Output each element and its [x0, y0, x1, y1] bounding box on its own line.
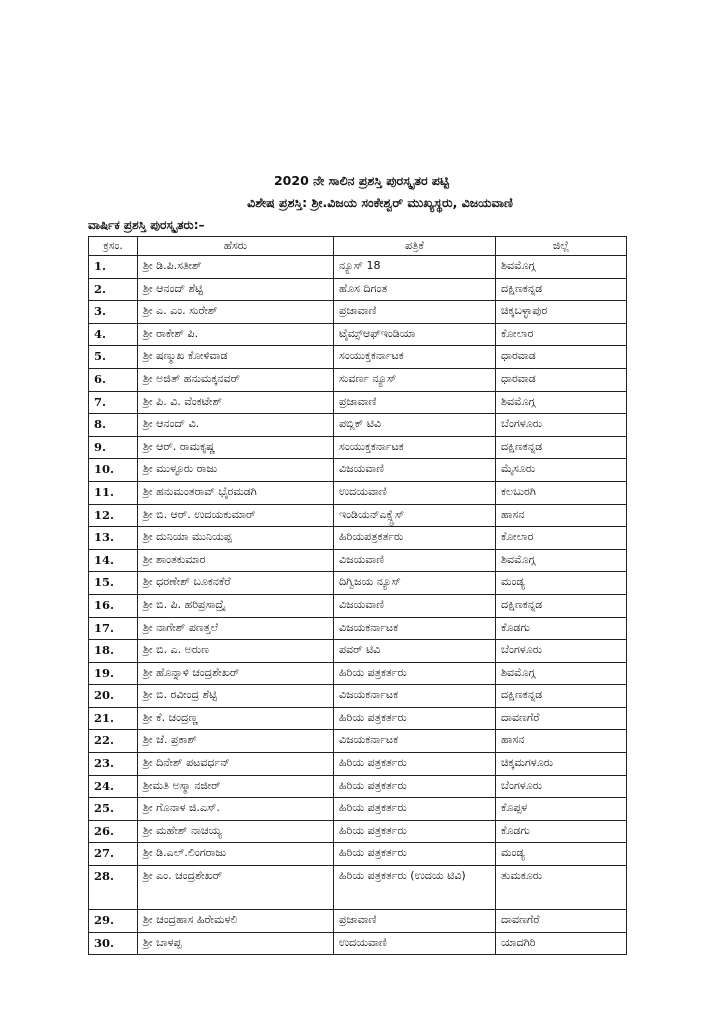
- table-row: [89, 753, 627, 776]
- header-paper: ಪತ್ರಿಕೆ: [334, 237, 496, 256]
- paper-cell: ವಿಜಯಕರ್ನಾಟಕ: [334, 617, 496, 640]
- table-row: [89, 527, 627, 550]
- district-cell: ಬೆಂಗಳೂರು: [496, 640, 627, 663]
- awardees-table: [88, 236, 627, 955]
- paper-cell: ಪ್ರಜಾವಾಣಿ: [334, 391, 496, 414]
- serial-cell: 20.: [89, 685, 138, 708]
- table-row: [89, 301, 627, 324]
- paper-cell: ಪವರ್ ಟಿವಿ: [334, 640, 496, 663]
- serial-cell: 18.: [89, 640, 138, 663]
- district-cell: ಬೆಂಗಳೂರು: [496, 775, 627, 798]
- district-cell: ಶಿವಮೊಗ್ಗ: [496, 662, 627, 685]
- district-cell: ತುಮಕೂರು: [496, 866, 627, 910]
- table-row: [89, 572, 627, 595]
- table-row: [89, 707, 627, 730]
- name-cell: ಶ್ರೀ ಮುಳ್ಳೂರು ರಾಜು: [138, 459, 334, 482]
- paper-cell: ಇಂಡಿಯನ್ಎಕ್ಸ್ಪ್ರೆಸ್: [334, 504, 496, 527]
- table-row: [89, 594, 627, 617]
- serial-cell: 15.: [89, 572, 138, 595]
- paper-cell: ಪ್ರಜಾವಾಣಿ: [334, 910, 496, 933]
- district-cell: ಶಿವಮೊಗ್ಗ: [496, 256, 627, 279]
- paper-cell: ಹೊಸ ದಿಗಂತ: [334, 278, 496, 301]
- paper-cell: ಹಿರಿಯ ಪತ್ರಕರ್ತರು: [334, 820, 496, 843]
- paper-cell: ನ್ಯೂಸ್ 18: [334, 256, 496, 279]
- serial-cell: 25.: [89, 798, 138, 821]
- serial-cell: 27.: [89, 843, 138, 866]
- district-cell: ಮಂಡ್ಯ: [496, 572, 627, 595]
- name-cell: ಶ್ರೀ ಷಣ್ಮುಖ ಕೋಳಿವಾಡ: [138, 346, 334, 369]
- serial-cell: 11.: [89, 481, 138, 504]
- paper-cell: ವಿಜಯವಾಣಿ: [334, 459, 496, 482]
- district-cell: ಧಾರವಾಡ: [496, 368, 627, 391]
- table-body: [89, 256, 627, 955]
- table-row: [89, 932, 627, 955]
- name-cell: ಶ್ರೀ ಬಿ. ರವೀಂದ್ರ ಶೆಟ್ಟಿ: [138, 685, 334, 708]
- serial-cell: 29.: [89, 910, 138, 933]
- district-cell: ದಕ್ಷಿಣಕನ್ನಡ: [496, 278, 627, 301]
- table-header-row: [89, 237, 627, 256]
- paper-cell: ಟೈಮ್ಸ್ಆಫ್ಇಂಡಿಯಾ: [334, 323, 496, 346]
- table-row: [89, 504, 627, 527]
- name-cell: ಶ್ರೀ ಆರ್. ರಾಮಕೃಷ್ಣ: [138, 436, 334, 459]
- district-cell: ಕೊಡಗು: [496, 617, 627, 640]
- district-cell: ಚಿಕ್ಕಮಗಳೂರು: [496, 753, 627, 776]
- serial-cell: 16.: [89, 594, 138, 617]
- serial-cell: 10.: [89, 459, 138, 482]
- serial-cell: 13.: [89, 527, 138, 550]
- paper-cell: ಹಿರಿಯಪತ್ರಕರ್ತರು: [334, 527, 496, 550]
- serial-cell: 30.: [89, 932, 138, 955]
- district-cell: ಶಿವಮೊಗ್ಗ: [496, 549, 627, 572]
- table-row: [89, 775, 627, 798]
- paper-cell: ವಿಜಯಕರ್ನಾಟಕ: [334, 730, 496, 753]
- name-cell: ಶ್ರೀ ಜೆ. ಪ್ರಕಾಶ್: [138, 730, 334, 753]
- paper-cell: ಉದಯವಾಣಿ: [334, 481, 496, 504]
- table-row: [89, 481, 627, 504]
- header-district: ಜಿಲ್ಲೆ: [496, 237, 627, 256]
- table-row: [89, 685, 627, 708]
- name-cell: ಶ್ರೀ ಬಿ. ಪಿ. ಹರಿಪ್ರಸಾದ್ರೈ: [138, 594, 334, 617]
- table-row: [89, 617, 627, 640]
- name-cell: ಶ್ರೀ ಮಹೇಶ್ ನಾಚಯ್ಯ: [138, 820, 334, 843]
- name-cell: ಶ್ರೀ ದುನಿಯಾ ಮುನಿಯಪ್ಪ: [138, 527, 334, 550]
- table-row: [89, 866, 627, 910]
- table-row: [89, 820, 627, 843]
- table-row: [89, 640, 627, 663]
- district-cell: ಹಾಸನ: [496, 504, 627, 527]
- name-cell: ಶ್ರೀಮತಿ ಅಸ್ಮಾ ನಜೀರ್: [138, 775, 334, 798]
- paper-cell: ಉದಯವಾಣಿ: [334, 932, 496, 955]
- name-cell: ಶ್ರೀ ಅಜಿತ್ ಹನುಮಕ್ಕನವರ್: [138, 368, 334, 391]
- district-cell: ದಕ್ಷಿಣಕನ್ನಡ: [496, 685, 627, 708]
- paper-cell: ದಿಗ್ವಿಜಯ ನ್ಯೂಸ್: [334, 572, 496, 595]
- serial-cell: 7.: [89, 391, 138, 414]
- district-cell: ದಕ್ಷಿಣಕನ್ನಡ: [496, 594, 627, 617]
- serial-cell: 26.: [89, 820, 138, 843]
- district-cell: ಕೋಲಾರ: [496, 527, 627, 550]
- paper-cell: ಪ್ರಜಾವಾಣಿ: [334, 301, 496, 324]
- name-cell: ಶ್ರೀ ಡಿ.ಎಲ್.ಲಿಂಗರಾಜು: [138, 843, 334, 866]
- name-cell: ಶ್ರೀ ಎ. ಎಂ. ಸುರೇಶ್: [138, 301, 334, 324]
- name-cell: ಶ್ರೀ ರಾಕೇಶ್ ಪಿ.: [138, 323, 334, 346]
- district-cell: ಬೆಂಗಳೂರು: [496, 414, 627, 437]
- serial-cell: 17.: [89, 617, 138, 640]
- serial-cell: 4.: [89, 323, 138, 346]
- paper-cell: ಪಬ್ಲಿಕ್ ಟಿವಿ: [334, 414, 496, 437]
- name-cell: ಶ್ರೀ ಹನುಮಂತರಾವ್ ಭೈರಮಡಗಿ: [138, 481, 334, 504]
- paper-cell: ಸುವರ್ಣ ನ್ಯೂಸ್: [334, 368, 496, 391]
- serial-cell: 23.: [89, 753, 138, 776]
- district-cell: ದಾವಣಗೆರೆ: [496, 910, 627, 933]
- district-cell: ಹಾಸನ: [496, 730, 627, 753]
- table-row: [89, 459, 627, 482]
- district-cell: ಕಲಬುರಗಿ: [496, 481, 627, 504]
- paper-cell: ಹಿರಿಯ ಪತ್ರಕರ್ತರು: [334, 662, 496, 685]
- table-row: [89, 730, 627, 753]
- paper-cell: ಸಂಯುಕ್ತಕರ್ನಾಟಕ: [334, 346, 496, 369]
- name-cell: ಶ್ರೀ ಬಾಳಪ್ಪ: [138, 932, 334, 955]
- serial-cell: 2.: [89, 278, 138, 301]
- table-row: [89, 414, 627, 437]
- name-cell: ಶ್ರೀ ಹೊನ್ನಾಳಿ ಚಂದ್ರಶೇಖರ್: [138, 662, 334, 685]
- document-title: 2020 ನೇ ಸಾಲಿನ ಪ್ರಶಸ್ತಿ ಪುರಸ್ಕೃತರ ಪಟ್ಟಿ: [273, 173, 450, 188]
- paper-cell: ಹಿರಿಯ ಪತ್ರಕರ್ತರು: [334, 843, 496, 866]
- name-cell: ಶ್ರೀ ನಾಗೇಶ್ ಪಣತ್ತಲೆ: [138, 617, 334, 640]
- table-row: [89, 256, 627, 279]
- district-cell: ಮಂಡ್ಯ: [496, 843, 627, 866]
- serial-cell: 5.: [89, 346, 138, 369]
- serial-cell: 3.: [89, 301, 138, 324]
- serial-cell: 1.: [89, 256, 138, 279]
- paper-cell: ಹಿರಿಯ ಪತ್ರಕರ್ತರು: [334, 798, 496, 821]
- serial-cell: 21.: [89, 707, 138, 730]
- name-cell: ಶ್ರೀ ಪಿ. ವಿ. ವೆಂಕಟೇಶ್: [138, 391, 334, 414]
- district-cell: ಚಿಕ್ಕಬಳ್ಳಾಪುರ: [496, 301, 627, 324]
- table-row: [89, 391, 627, 414]
- name-cell: ಶ್ರೀ ಶಾಂತಕುಮಾರ: [138, 549, 334, 572]
- header-serial: ಕ್ರಸಂ.: [89, 237, 138, 256]
- district-cell: ಶಿವಮೊಗ್ಗ: [496, 391, 627, 414]
- serial-cell: 19.: [89, 662, 138, 685]
- table-row: [89, 662, 627, 685]
- serial-cell: 28.: [89, 866, 138, 910]
- name-cell: ಶ್ರೀ ಕೆ. ಚಂದ್ರಣ್ಣ: [138, 707, 334, 730]
- name-cell: ಶ್ರೀ ಎಂ. ಚಂದ್ರಶೇಖರ್: [138, 866, 334, 910]
- paper-cell: ಹಿರಿಯ ಪತ್ರಕರ್ತರು: [334, 775, 496, 798]
- table-row: [89, 278, 627, 301]
- paper-cell: ಹಿರಿಯ ಪತ್ರಕರ್ತರು (ಉದಯ ಟಿವಿ): [334, 866, 496, 910]
- table-row: [89, 798, 627, 821]
- paper-cell: ವಿಜಯಕರ್ನಾಟಕ: [334, 685, 496, 708]
- district-cell: ಯಾದಗಿರಿ: [496, 932, 627, 955]
- table-row: [89, 368, 627, 391]
- district-cell: ಕೊಪ್ಪಳ: [496, 798, 627, 821]
- table-row: [89, 843, 627, 866]
- serial-cell: 8.: [89, 414, 138, 437]
- district-cell: ಕೊಡಗು: [496, 820, 627, 843]
- serial-cell: 24.: [89, 775, 138, 798]
- table-row: [89, 549, 627, 572]
- name-cell: ಶ್ರೀ ದಿನೇಶ್ ಪಟವರ್ಧನ್: [138, 753, 334, 776]
- district-cell: ದಕ್ಷಿಣಕನ್ನಡ: [496, 436, 627, 459]
- name-cell: ಶ್ರೀ ಚಂದ್ರಹಾಸ ಹಿರೇಮಳಲಿ: [138, 910, 334, 933]
- district-cell: ಧಾರವಾಡ: [496, 346, 627, 369]
- paper-cell: ಸಂಯುಕ್ತಕರ್ನಾಟಕ: [334, 436, 496, 459]
- serial-cell: 9.: [89, 436, 138, 459]
- serial-cell: 6.: [89, 368, 138, 391]
- name-cell: ಶ್ರೀ ಬಿ. ಎ. ಅರುಣ: [138, 640, 334, 663]
- name-cell: ಶ್ರೀ ಆನಂದ್ ಶೆಟ್ಟಿ: [138, 278, 334, 301]
- serial-cell: 12.: [89, 504, 138, 527]
- annual-awardees-label: ವಾರ್ಷಿಕ ಪ್ರಶಸ್ತಿ ಪುರಸ್ಕೃತರು:–: [88, 218, 205, 232]
- name-cell: ಶ್ರೀ ಡಿ.ಪಿ.ಸತೀಶ್: [138, 256, 334, 279]
- paper-cell: ವಿಜಯವಾಣಿ: [334, 549, 496, 572]
- header-name: ಹೆಸರು: [138, 237, 334, 256]
- table-row: [89, 346, 627, 369]
- district-cell: ಮೈಸೂರು: [496, 459, 627, 482]
- name-cell: ಶ್ರೀ ಆನಂದ್ ವಿ.: [138, 414, 334, 437]
- special-award-line: ವಿಶೇಷ ಪ್ರಶಸ್ತಿ: ಶ್ರೀ.ವಿಜಯ ಸಂಕೇಶ್ವರ್ ಮುಖ್ಯಸ್ಥರು, ವಿಜಯವಾಣಿ: [247, 195, 513, 210]
- paper-cell: ವಿಜಯವಾಣಿ: [334, 594, 496, 617]
- table-row: [89, 436, 627, 459]
- serial-cell: 22.: [89, 730, 138, 753]
- paper-cell: ಹಿರಿಯ ಪತ್ರಕರ್ತರು: [334, 707, 496, 730]
- name-cell: ಶ್ರೀ ಧರಣೇಶ್ ಬೂಕನಕೆರೆ: [138, 572, 334, 595]
- district-cell: ಕೋಲಾರ: [496, 323, 627, 346]
- paper-cell: ಹಿರಿಯ ಪತ್ರಕರ್ತರು: [334, 753, 496, 776]
- table-row: [89, 910, 627, 933]
- name-cell: ಶ್ರೀ ಗೊನಾಳ ಜಿ.ಎಸ್.: [138, 798, 334, 821]
- name-cell: ಶ್ರೀ ಬಿ. ಆರ್. ಉದಯಕುಮಾರ್: [138, 504, 334, 527]
- table-row: [89, 323, 627, 346]
- district-cell: ದಾವಣಗೆರೆ: [496, 707, 627, 730]
- serial-cell: 14.: [89, 549, 138, 572]
